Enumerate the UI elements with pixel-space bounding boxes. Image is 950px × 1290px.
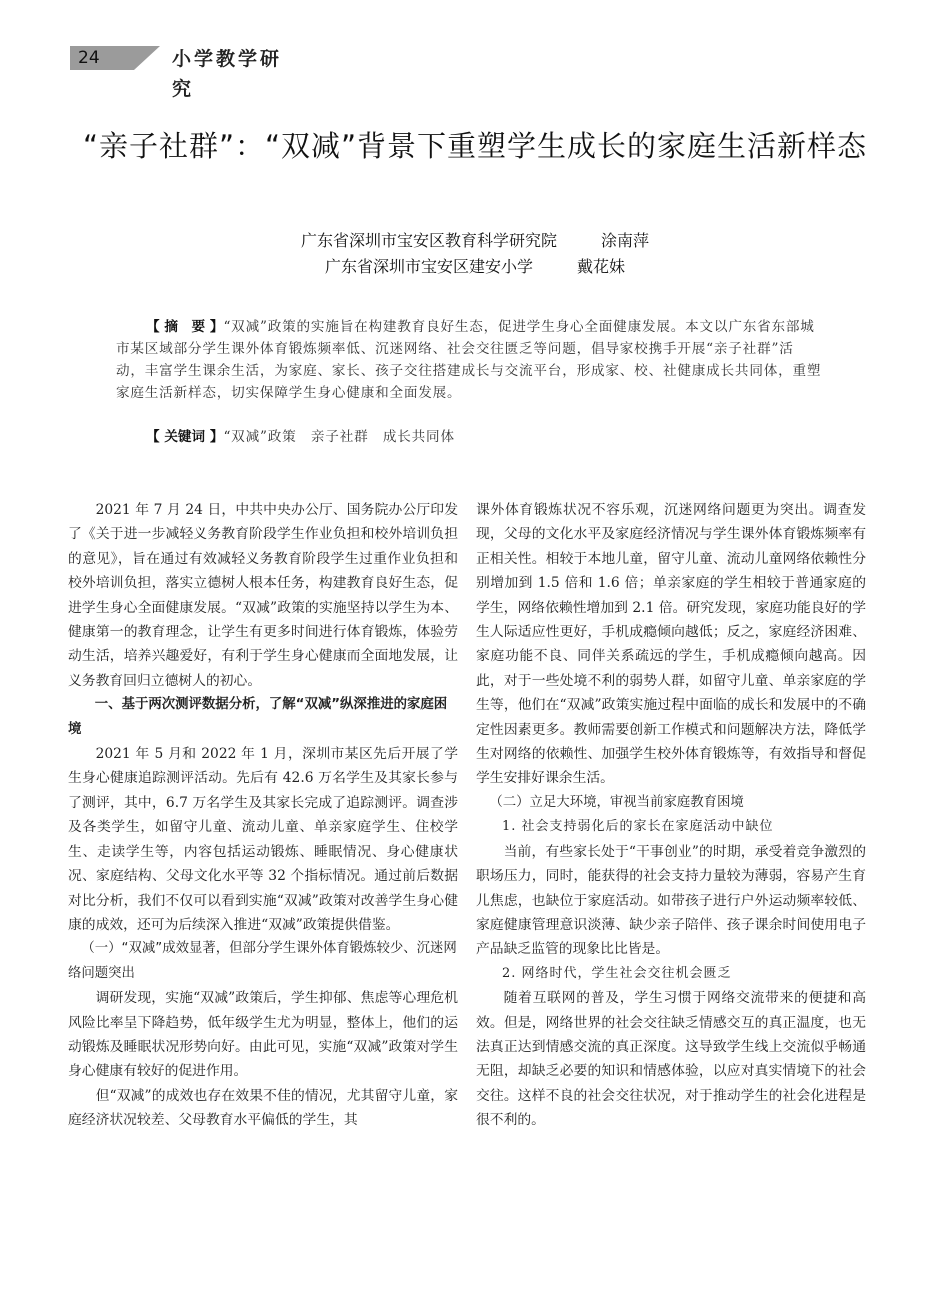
section-heading: 一、基于两次测评数据分析，了解“双减”纵深推进的家庭困境 [68,697,448,737]
keywords-text: “双减”政策 亲子社群 成长共同体 [223,429,455,445]
abstract-text: “双减”政策的实施旨在构建教育良好生态，促进学生身心全面健康发展。本文以广东省东部城市某区域部分学生课外体育锻炼频率低、沉迷网络、社会交往匮乏等问题，倡导家校携手开展“亲子社群”活动，丰富学生课余生活，为家庭、家长、孩子交往搭建成长与交流平台，形成家、校、社健康成长共同体，重塑家庭生活新样态，切实保障学生身心健康和全面发展。 [116,319,822,401]
paragraph: 但“双减”的成效也存在效果不佳的情况，尤其留守儿童，家庭经济状况较差、父母教育水平偏低的学生，其 [68,1087,458,1129]
running-header [60,44,290,100]
body-column-left [68,498,458,1133]
paragraph: 随着互联网的普及，学生习惯于网络交流带来的便捷和高效。但是，网络世界的社会交往缺乏情感交互的真正温度，也无法真正达到情感交流的真正深度。这导致学生线上交流似乎畅通无阻，却缺乏必要的知识和情感体验，以应对真实情境下的社会交往。这样不良的社会交往状况，对于推动学生的社会化进程是很不利的。 [476,990,866,1129]
abstract-label: 【 摘 要 】 [146,319,224,335]
paragraph: 2021 年 7 月 24 日，中共中央办公厅、国务院办公厅印发了《关于进一步减轻义务教育阶段学生作业负担和校外培训负担的意见》，旨在通过有效减轻义务教育阶段学生过重作业负担和校外培训负担，落实立德树人根本任务，构建教育良好生态，促进学生身心全面健康发展。“双减”政策的实施坚持以学生为本、健康第一的教育理念，让学生有更多时间进行体育锻炼，体验劳动生活，培养兴趣爱好，有利于学生身心健康而全面地发展，让义务教育回归立德树人的初心。 [68,502,458,689]
paragraph: 调研发现，实施“双减”政策后，学生抑郁、焦虑等心理危机风险比率呈下降趋势，低年级学生尤为明显，整体上，他们的运动锻炼及睡眠状况形势向好。由此可见，实施“双减”政策对学生身心健康有较好的促进作用。 [68,990,458,1080]
subsection-heading: （二）立足大环境，审视当前家庭教育困境 [489,794,744,810]
journal-name: 小学教学研究 [172,48,283,100]
article-title: “亲子社群”：“双减”背景下重塑学生成长的家庭生活新样态 [82,129,868,163]
keywords [116,426,822,448]
page-number-tab [134,46,160,70]
author-affiliation: 广东省深圳市宝安区建安小学 [324,257,533,276]
paragraph: 当前，有些家长处于“干事创业”的时期，承受着竞争激烈的职场压力，同时，能获得的社会支持力量较为薄弱，容易产生育儿焦虑，也缺位于家庭活动。如带孩子进行户外运动频率较低、家庭健康管理意识淡薄、缺少亲子陪伴、孩子课余时间使用电子产品缺乏监管的现象比比皆是。 [476,843,866,958]
paragraph: 2021 年 5 月和 2022 年 1 月，深圳市某区先后开展了学生身心健康追踪测评活动。先后有 42.6 万名学生及其家长参与了测评，其中，6.7 万名学生及其家长完成了追踪测评。调查涉及各类学生，如留守儿童、流动儿童、单亲家庭学生、住校学生、走读学生等，内容包括运动锻炼、睡眠情况、身心健康状况、家庭结构、父母文化水平等 32 个指标情况。通过前后数据对比分析，我们不仅可以看到实施“双减”政策对改善学生身心健康的成效，还可为后续深入推进“双减”政策提供借鉴。 [68,746,458,933]
author-affiliation: 广东省深圳市宝安区教育科学研究院 [300,231,557,250]
author-line-1 [0,228,950,251]
subsection-heading: （一）“双减”成效显著，但部分学生课外体育锻炼较少、沉迷网络问题突出 [68,941,457,981]
sub-subsection-heading: 1. 社会支持弱化后的家长在家庭活动中缺位 [502,819,774,835]
author-name: 戴花妹 [577,257,626,276]
author-line-2 [0,254,950,277]
abstract [116,316,822,404]
sub-subsection-heading: 2. 网络时代，学生社会交往机会匮乏 [502,965,732,981]
paragraph-continued: 课外体育锻炼状况不容乐观，沉迷网络问题更为突出。调查发现，父母的文化水平及家庭经济情况与学生课外体育锻炼频率有正相关性。相较于本地儿童，留守儿童、流动儿童网络依赖性分别增加到 1.5 倍和 1.6 倍；单亲家庭的学生相较于普通家庭的学生，网络依赖性增加到 2.1 倍。研究发现，家庭功能良好的学生人际适应性更好，手机成瘾倾向越低；反之，家庭经济困难、家庭功能不良、同伴关系疏远的学生，手机成瘾倾向越高。因此，对于一些处境不利的弱势人群，如留守儿童、单亲家庭的学生等，他们在“双减”政策实施过程中面临的成长和发展中的不确定性因素更多。教师需要创新工作模式和问题解决方法，降低学生对网络的依赖性、加强学生校外体育锻炼等，有效指导和督促学生安排好课余生活。 [476,502,866,787]
author-name: 涂南萍 [601,231,650,250]
keywords-label: 【 关键词 】 [146,429,224,445]
body-column-right [476,498,866,1133]
page-number: 24 [70,46,134,70]
